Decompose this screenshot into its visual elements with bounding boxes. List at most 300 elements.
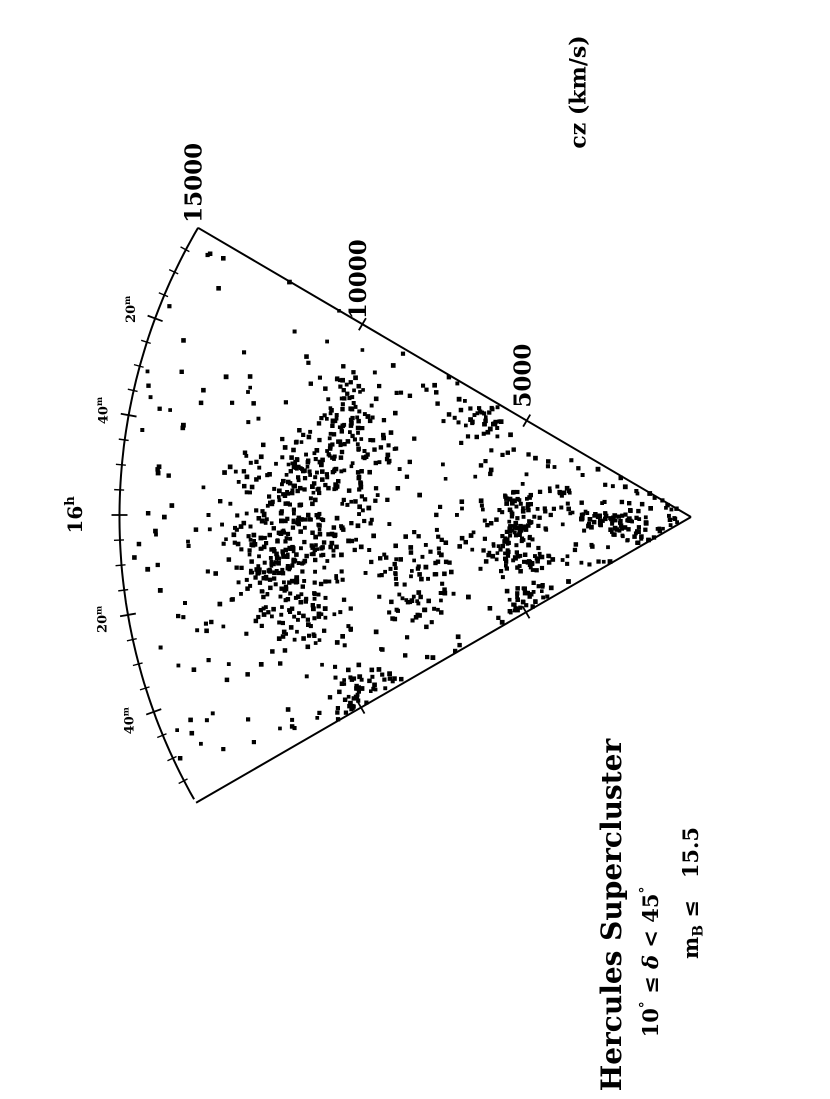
galaxy-point — [248, 553, 252, 557]
galaxy-point — [324, 596, 328, 600]
galaxy-point — [466, 434, 470, 438]
galaxy-point — [484, 559, 489, 564]
galaxy-point — [483, 423, 487, 427]
galaxy-point — [277, 571, 281, 575]
galaxy-point — [619, 523, 624, 528]
cz-tick-label-15000: 15000 — [180, 142, 208, 223]
galaxy-point — [315, 513, 319, 517]
caption-declination: 10° ≤ δ < 45° — [637, 886, 663, 1038]
galaxy-point — [181, 338, 186, 343]
galaxy-point — [323, 579, 327, 583]
galaxy-point — [249, 461, 253, 465]
galaxy-point — [335, 710, 339, 714]
galaxy-point — [630, 520, 634, 524]
galaxy-point — [496, 435, 500, 439]
galaxy-point — [515, 505, 519, 509]
galaxy-point — [359, 485, 364, 490]
galaxy-point — [308, 473, 312, 477]
galaxy-point — [435, 528, 439, 532]
galaxy-point — [508, 598, 512, 602]
galaxy-point — [284, 548, 289, 553]
galaxy-point — [334, 576, 338, 580]
galaxy-point — [272, 576, 276, 580]
galaxy-point — [319, 546, 323, 550]
galaxy-point — [386, 453, 391, 458]
galaxy-point — [192, 667, 197, 672]
galaxy-point — [473, 413, 477, 417]
galaxy-point — [335, 413, 339, 417]
galaxy-point — [294, 440, 298, 444]
galaxy-point — [508, 508, 513, 513]
galaxy-point — [281, 530, 286, 535]
galaxy-point — [341, 578, 345, 582]
galaxy-point — [501, 575, 505, 579]
galaxy-point — [285, 490, 289, 494]
galaxy-point — [181, 615, 185, 619]
galaxy-point — [626, 518, 630, 522]
galaxy-point — [673, 517, 677, 521]
galaxy-point — [435, 401, 439, 405]
galaxy-point — [403, 534, 408, 539]
galaxy-point — [301, 433, 305, 437]
galaxy-point — [306, 459, 310, 463]
galaxy-point — [424, 625, 429, 630]
galaxy-point — [366, 414, 371, 419]
galaxy-point — [259, 662, 264, 667]
galaxy-point — [504, 557, 508, 561]
galaxy-point — [222, 625, 226, 629]
galaxy-point — [249, 559, 254, 564]
galaxy-point — [356, 442, 360, 446]
galaxy-point — [393, 571, 397, 575]
galaxy-point — [296, 521, 300, 525]
galaxy-point — [167, 473, 171, 477]
galaxy-point — [488, 472, 492, 476]
galaxy-point — [363, 449, 367, 453]
galaxy-point — [293, 330, 297, 334]
galaxy-point — [508, 609, 512, 614]
galaxy-point — [580, 513, 584, 517]
galaxy-point — [332, 432, 336, 436]
galaxy-point — [306, 465, 310, 469]
galaxy-point — [526, 523, 531, 528]
galaxy-point — [346, 668, 351, 673]
galaxy-point — [167, 304, 171, 308]
galaxy-point — [344, 711, 348, 715]
galaxy-point — [265, 473, 269, 477]
galaxy-point — [459, 441, 463, 445]
galaxy-point — [306, 361, 310, 365]
galaxy-point — [284, 400, 288, 404]
galaxy-point — [580, 561, 584, 565]
galaxy-point — [505, 566, 509, 570]
galaxy-point — [239, 566, 243, 570]
galaxy-point — [266, 504, 270, 508]
galaxy-point — [492, 544, 496, 548]
galaxy-point — [569, 458, 573, 462]
galaxy-point — [483, 519, 487, 523]
galaxy-point — [268, 533, 273, 538]
galaxy-point — [636, 509, 640, 513]
galaxy-point — [343, 469, 347, 473]
galaxy-point — [405, 475, 409, 479]
galaxy-point — [533, 456, 538, 461]
ra-minor-tick — [116, 464, 126, 465]
galaxy-point — [351, 461, 355, 465]
galaxy-point — [355, 416, 359, 420]
galaxy-point — [643, 528, 647, 532]
galaxy-point — [235, 566, 239, 570]
galaxy-point — [146, 370, 150, 374]
galaxy-point — [317, 604, 321, 608]
galaxy-point — [297, 561, 301, 565]
galaxy-point — [346, 624, 350, 628]
galaxy-point — [349, 521, 353, 525]
galaxy-point — [283, 648, 288, 653]
galaxy-point — [257, 466, 261, 470]
galaxy-point — [373, 499, 377, 503]
galaxy-point — [322, 540, 326, 544]
galaxy-point — [409, 550, 414, 555]
galaxy-point — [394, 566, 398, 570]
galaxy-point — [359, 545, 364, 550]
galaxy-point — [267, 495, 271, 499]
galaxy-point — [522, 586, 526, 590]
galaxy-point — [294, 578, 298, 582]
galaxy-point — [208, 252, 213, 257]
galaxy-point — [181, 426, 186, 431]
galaxy-point — [522, 515, 526, 519]
galaxy-point — [565, 486, 570, 491]
galaxy-point — [439, 599, 443, 603]
galaxy-point — [566, 554, 570, 558]
galaxy-point — [253, 575, 257, 579]
galaxy-point — [320, 469, 325, 474]
galaxy-point — [248, 584, 252, 588]
galaxy-point — [504, 496, 509, 501]
galaxy-point — [318, 528, 322, 532]
galaxy-point — [470, 421, 474, 425]
galaxy-point — [272, 549, 277, 554]
galaxy-point — [313, 597, 317, 601]
galaxy-point — [346, 439, 351, 444]
galaxy-point — [330, 532, 335, 537]
galaxy-point — [297, 428, 302, 433]
galaxy-point — [393, 411, 398, 416]
galaxy-point — [438, 505, 442, 509]
galaxy-point — [528, 560, 532, 564]
galaxy-point — [261, 519, 265, 523]
galaxy-point — [562, 491, 567, 496]
galaxy-point — [523, 553, 528, 558]
galaxy-point — [261, 590, 265, 594]
galaxy-point — [221, 256, 226, 261]
galaxy-point — [374, 461, 378, 465]
galaxy-point — [648, 506, 653, 511]
galaxy-point — [582, 529, 586, 533]
galaxy-point — [309, 382, 313, 386]
galaxy-point — [302, 487, 306, 491]
galaxy-point — [418, 595, 423, 600]
galaxy-point — [132, 555, 137, 560]
galaxy-point — [292, 615, 296, 619]
galaxy-point — [374, 688, 378, 692]
galaxy-point — [268, 569, 272, 573]
galaxy-point — [592, 520, 597, 525]
galaxy-point — [283, 445, 288, 450]
galaxy-point — [520, 539, 524, 543]
galaxy-point — [515, 591, 519, 595]
galaxy-point — [315, 547, 319, 551]
galaxy-point — [186, 540, 190, 544]
galaxy-point — [434, 513, 438, 517]
galaxy-point — [598, 522, 603, 527]
galaxy-point — [277, 489, 282, 494]
galaxy-point — [340, 427, 344, 431]
galaxy-point — [473, 475, 477, 479]
galaxy-point — [157, 464, 162, 469]
galaxy-point — [357, 504, 362, 509]
galaxy-point — [389, 567, 393, 571]
galaxy-point — [360, 494, 364, 498]
galaxy-point — [313, 475, 317, 479]
galaxy-point — [235, 513, 239, 517]
galaxy-point — [408, 460, 412, 464]
galaxy-point — [424, 543, 428, 547]
galaxy-point — [636, 492, 640, 496]
galaxy-point — [515, 516, 519, 520]
galaxy-point — [545, 595, 549, 599]
galaxy-point — [335, 580, 339, 584]
galaxy-point — [315, 716, 319, 720]
galaxy-point — [349, 380, 353, 384]
galaxy-point — [394, 577, 398, 581]
galaxy-point — [611, 484, 615, 488]
galaxy-point — [357, 685, 361, 689]
galaxy-point — [248, 374, 253, 379]
galaxy-point — [416, 590, 421, 595]
galaxy-point — [325, 340, 329, 344]
galaxy-point — [140, 428, 144, 432]
galaxy-point — [457, 544, 462, 549]
galaxy-point — [293, 638, 297, 642]
galaxy-point — [367, 679, 372, 684]
galaxy-point — [178, 756, 183, 761]
galaxy-point — [596, 467, 601, 472]
galaxy-point — [292, 520, 296, 524]
galaxy-point — [306, 622, 311, 627]
galaxy-point — [561, 558, 565, 562]
galaxy-point — [310, 531, 315, 536]
galaxy-point — [403, 583, 407, 587]
galaxy-point — [309, 496, 313, 500]
galaxy-point — [230, 598, 234, 602]
galaxy-point — [299, 600, 304, 605]
galaxy-point — [315, 471, 319, 475]
galaxy-point — [307, 435, 312, 440]
galaxy-point — [496, 616, 500, 620]
galaxy-point — [403, 653, 407, 657]
galaxy-point — [322, 629, 326, 633]
galaxy-point — [460, 499, 465, 504]
galaxy-point — [156, 563, 160, 567]
galaxy-point — [639, 537, 643, 541]
galaxy-point — [348, 406, 353, 411]
galaxy-point — [424, 388, 428, 392]
galaxy-point — [409, 574, 413, 578]
galaxy-point — [452, 592, 456, 596]
galaxy-point — [434, 572, 438, 576]
galaxy-point — [543, 506, 547, 510]
galaxy-point — [491, 422, 496, 427]
galaxy-point — [367, 548, 371, 552]
galaxy-point — [292, 558, 297, 563]
galaxy-point — [248, 548, 252, 552]
galaxy-point — [481, 548, 485, 552]
galaxy-point — [521, 506, 525, 510]
galaxy-point — [501, 544, 505, 548]
galaxy-point — [378, 460, 382, 464]
galaxy-point — [587, 562, 591, 566]
galaxy-point — [398, 467, 402, 471]
caption-magnitude: $m_B \le 15.5$ — [677, 827, 707, 959]
galaxy-point — [236, 542, 241, 547]
galaxy-point — [515, 608, 520, 613]
galaxy-point — [218, 499, 222, 503]
galaxy-point — [423, 608, 428, 613]
galaxy-point — [353, 375, 358, 380]
galaxy-point — [314, 543, 318, 547]
galaxy-point — [277, 495, 281, 499]
galaxy-point — [468, 406, 472, 410]
galaxy-point — [271, 607, 276, 612]
galaxy-point — [610, 522, 614, 526]
galaxy-point — [211, 711, 215, 715]
galaxy-point — [253, 542, 257, 546]
galaxy-point — [300, 440, 304, 444]
galaxy-point — [399, 677, 404, 682]
galaxy-point — [566, 579, 571, 584]
galaxy-point — [274, 560, 278, 564]
galaxy-point — [225, 678, 230, 683]
galaxy-point — [339, 455, 344, 460]
galaxy-point — [335, 516, 340, 521]
galaxy-point — [460, 507, 464, 511]
galaxy-point — [410, 598, 415, 603]
galaxy-point — [411, 618, 415, 622]
galaxy-point — [536, 507, 540, 511]
galaxy-point — [383, 570, 387, 574]
galaxy-point — [352, 401, 356, 405]
galaxy-point — [349, 421, 354, 426]
galaxy-point — [373, 371, 377, 375]
galaxy-point — [507, 520, 511, 524]
galaxy-point — [222, 470, 227, 475]
galaxy-point — [541, 596, 545, 600]
galaxy-point — [331, 419, 335, 423]
galaxy-point — [288, 592, 292, 596]
galaxy-point — [339, 553, 344, 558]
galaxy-point — [254, 567, 259, 572]
galaxy-point — [585, 511, 589, 515]
galaxy-point — [526, 543, 531, 548]
galaxy-point — [270, 521, 274, 525]
galaxy-point — [489, 468, 494, 473]
galaxy-point — [637, 517, 641, 521]
galaxy-point — [266, 592, 270, 596]
galaxy-point — [269, 556, 273, 560]
galaxy-point — [489, 521, 494, 526]
galaxy-point — [532, 590, 536, 594]
galaxy-point — [286, 532, 290, 536]
ra-minor-tick — [116, 565, 126, 566]
galaxy-point — [348, 430, 352, 434]
galaxy-point — [317, 438, 321, 442]
galaxy-point — [644, 515, 648, 519]
galaxy-point — [417, 493, 422, 498]
galaxy-point — [369, 560, 373, 564]
galaxy-point — [325, 472, 329, 476]
galaxy-point — [489, 448, 493, 452]
galaxy-point — [270, 649, 275, 654]
galaxy-point — [292, 512, 296, 516]
galaxy-point — [480, 504, 484, 508]
galaxy-point — [370, 518, 374, 522]
galaxy-point — [408, 394, 412, 398]
galaxy-point — [304, 554, 309, 559]
galaxy-point — [290, 564, 294, 568]
galaxy-point — [670, 508, 674, 512]
galaxy-point — [412, 437, 416, 441]
galaxy-point — [439, 591, 443, 595]
galaxy-point — [341, 402, 345, 406]
galaxy-point — [481, 508, 485, 512]
galaxy-point — [187, 544, 191, 548]
galaxy-point — [354, 538, 358, 542]
galaxy-point — [549, 513, 553, 517]
galaxy-point — [205, 718, 209, 722]
galaxy-point — [309, 518, 313, 522]
galaxy-point — [149, 395, 153, 399]
galaxy-point — [323, 386, 328, 391]
galaxy-point — [244, 454, 248, 458]
galaxy-point — [332, 549, 336, 553]
galaxy-point — [317, 711, 321, 715]
galaxy-point — [272, 526, 276, 530]
galaxy-point — [425, 655, 429, 659]
galaxy-point — [394, 582, 398, 586]
galaxy-point — [199, 401, 204, 406]
galaxy-point — [417, 534, 421, 538]
galaxy-point — [368, 438, 372, 442]
galaxy-point — [328, 580, 332, 584]
galaxy-point — [602, 560, 606, 564]
galaxy-point — [460, 536, 465, 541]
galaxy-point — [220, 523, 224, 527]
galaxy-point — [525, 472, 529, 476]
galaxy-point — [432, 383, 437, 388]
galaxy-point — [326, 397, 330, 401]
galaxy-point — [426, 599, 431, 604]
galaxy-point — [518, 569, 523, 574]
galaxy-point — [387, 459, 391, 463]
galaxy-point — [284, 632, 288, 636]
galaxy-point — [466, 595, 471, 600]
galaxy-point — [368, 419, 373, 424]
galaxy-point — [513, 603, 517, 607]
galaxy-point — [277, 621, 281, 625]
galaxy-point — [209, 620, 213, 624]
